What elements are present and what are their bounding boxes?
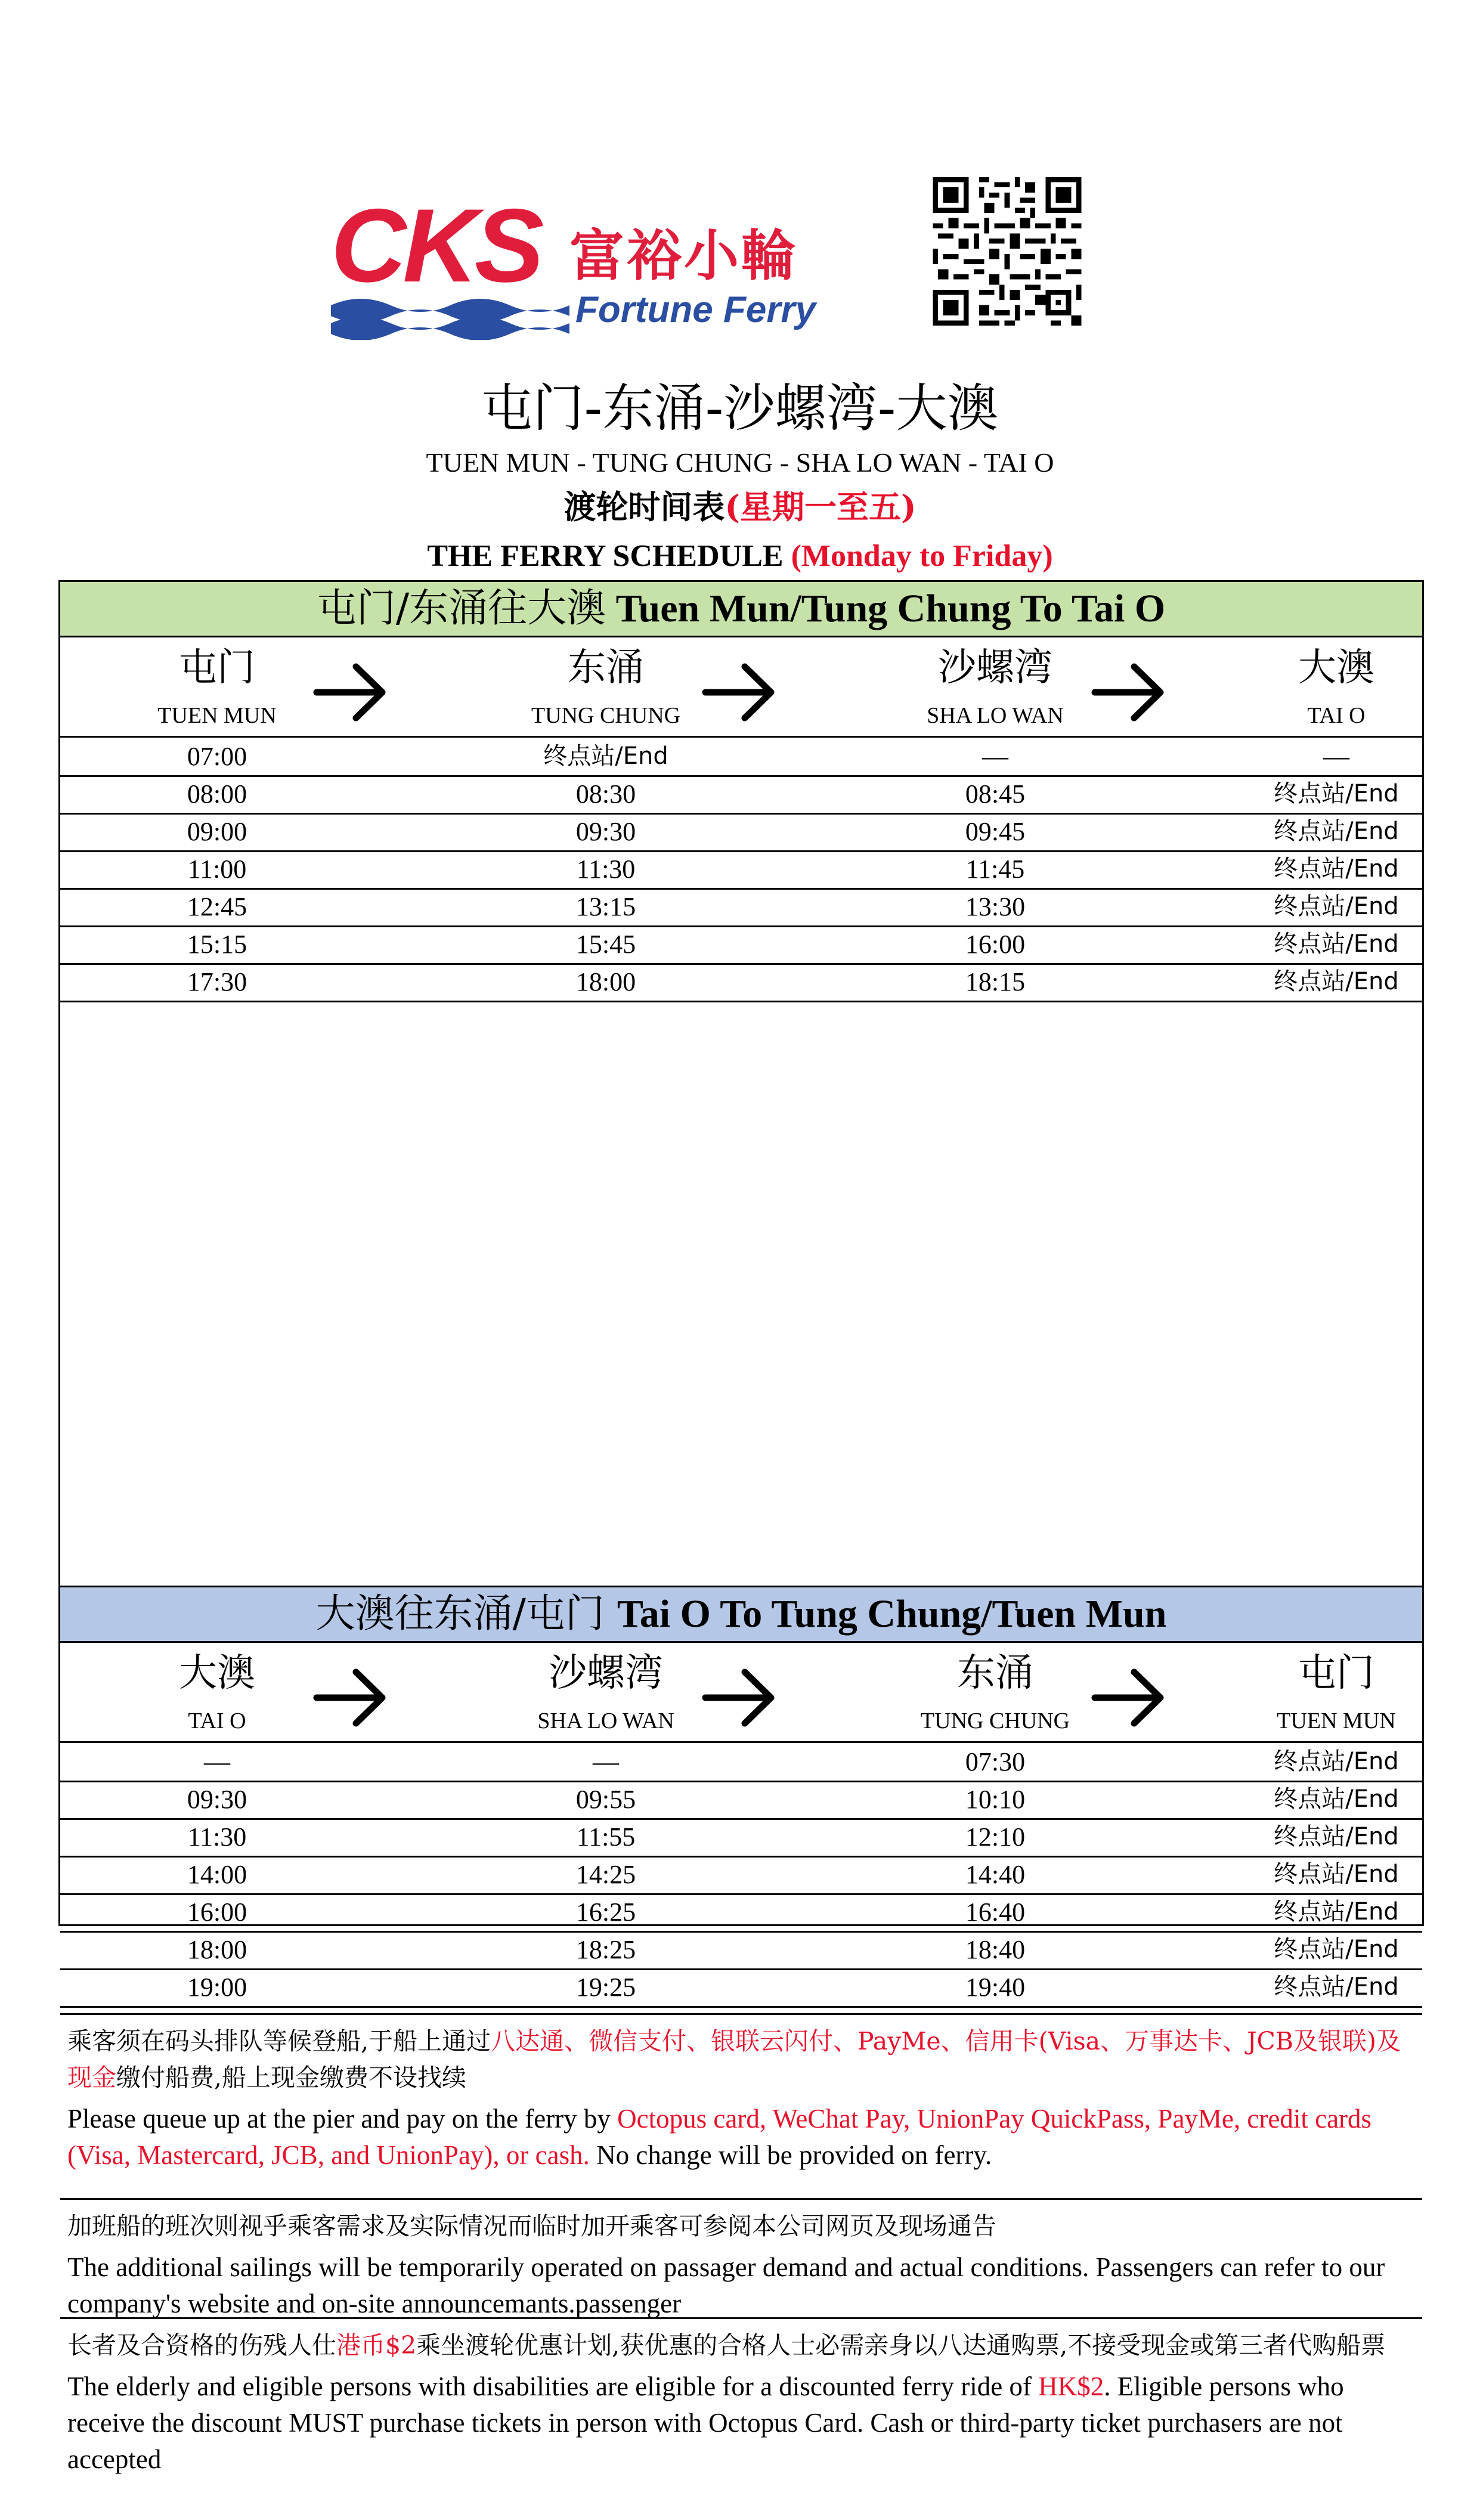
table-cell: 17:30: [187, 967, 247, 996]
table-row: [60, 1856, 1422, 1895]
route-title-en: TUEN MUN - TUNG CHUNG - SHA LO WAN - TAI O: [426, 447, 1054, 478]
table-cell: 19:40: [965, 1973, 1026, 2002]
table-cell: 18:40: [965, 1935, 1026, 1964]
logo-english-name: Fortune Ferry: [575, 289, 816, 330]
table-cell: 19:25: [575, 1973, 636, 2002]
inbound-heading-cn: 大澳往东涌/屯门: [315, 1590, 617, 1636]
outbound-station: [92, 636, 342, 730]
route-title-cn: 屯门-东涌-沙螺湾-大澳: [481, 379, 999, 438]
table-cell: 终点站/End: [1274, 1936, 1399, 1963]
arrow-right-icon: [309, 1665, 393, 1730]
table-row: [60, 1893, 1422, 1933]
station-name-en: TUEN MUN: [157, 703, 277, 728]
table-cell: 14:00: [187, 1860, 247, 1889]
logo-chinese-name: 富裕小輪: [569, 224, 799, 288]
table-cell: 终点站/End: [1274, 780, 1399, 807]
table-cell: 18:15: [965, 967, 1026, 996]
table-cell: —: [593, 1747, 619, 1776]
table-row: [60, 888, 1422, 927]
table-cell: 终点站/End: [1274, 1860, 1399, 1888]
table-cell: 终点站/End: [1274, 1898, 1399, 1925]
outbound-station: [1247, 636, 1426, 730]
elderly-note-cn: [67, 2327, 1415, 2364]
table-cell: —: [982, 742, 1008, 771]
outbound-stations: [60, 636, 1422, 738]
table-cell: 08:30: [575, 779, 636, 809]
additional-note-cn: 加班船的班次则视乎乘客需求及实际情况而临时加开乘客可参阅本公司网页及现场通告: [67, 2212, 996, 2240]
payment-note: [60, 2013, 1422, 2198]
table-cell: 终点站/End: [1274, 893, 1399, 920]
note-text: 长者及合资格的伤残人仕: [67, 2331, 336, 2360]
table-cell: 11:30: [187, 1822, 247, 1852]
station-name-en: TUNG CHUNG: [531, 703, 681, 728]
payment-note-en: [67, 2101, 1415, 2174]
table-cell: —: [1323, 742, 1349, 771]
station-name-en: TAI O: [1307, 703, 1366, 728]
table-cell: 14:25: [575, 1860, 636, 1889]
table-cell: 16:00: [187, 1897, 247, 1927]
schedule-label-cn: 渡轮时间表: [563, 488, 725, 526]
table-cell: 08:00: [187, 779, 247, 809]
table-cell: 终点站/End: [1274, 1973, 1399, 2001]
station-name-cn: 屯门: [1298, 1651, 1374, 1695]
payment-note-cn: [67, 2023, 1415, 2096]
note-highlight: Octopus card, WeChat Pay, UnionPay QuickPass, PayMe, credit cards (Visa, Mastercard, JCB, and UnionPay), or cash.: [67, 2104, 1372, 2170]
station-name-cn: 大澳: [1298, 646, 1374, 690]
note-highlight: 八达通、微信支付、银联云闪付、PayMe、信用卡(Visa、万事达卡、JCB及银联)及现金: [67, 2027, 1401, 2092]
inbound-station: [1247, 1641, 1426, 1735]
table-cell: 09:55: [575, 1785, 636, 1814]
note-text: 缴付船费,船上现金缴费不设找续: [116, 2063, 467, 2092]
table-cell: 11:45: [965, 855, 1025, 884]
table-cell: 18:25: [575, 1935, 636, 1964]
table-row: [60, 1968, 1422, 2008]
table-row: [60, 775, 1422, 815]
schedule-days-cn: (星期一至五): [724, 488, 917, 526]
schedule-title-cn: [0, 486, 1480, 528]
table-cell: 终点站/End: [1274, 1785, 1399, 1813]
inbound-heading: [60, 1586, 1422, 1643]
table-row: [60, 738, 1422, 777]
table-cell: 终点站/End: [1274, 968, 1399, 995]
logo-wave-icon: [331, 292, 569, 340]
table-cell: 09:30: [187, 1785, 247, 1814]
table-row: [60, 813, 1422, 852]
table-cell: 终点站/End: [1274, 855, 1399, 883]
table-row: [60, 850, 1422, 890]
station-name-cn: 东涌: [957, 1651, 1033, 1695]
table-cell: 10:10: [965, 1785, 1026, 1814]
note-text: The elderly and eligible persons with disabilities are eligible for a discounted ferry ride of: [67, 2372, 1039, 2401]
outbound-heading: [60, 582, 1422, 637]
station-name-en: SHA LO WAN: [537, 1708, 674, 1733]
note-highlight: HK$2: [1038, 2372, 1104, 2401]
station-name-en: TAI O: [188, 1708, 246, 1733]
inbound-station: [870, 1641, 1120, 1735]
table-cell: 终点站/End: [1274, 818, 1399, 845]
note-text: 乘客须在码头排队等候登船,于船上通过: [67, 2027, 491, 2055]
station-name-en: SHA LO WAN: [927, 703, 1064, 728]
note-text: . Eligible persons who receive the discount MUST purchase tickets in person with Octopus Card. Cash or third-party ticket purchasers are not accepted: [67, 2372, 1344, 2474]
schedule-days-en: (Monday to Friday): [791, 539, 1053, 573]
station-name-cn: 屯门: [179, 646, 255, 690]
table-cell: 18:00: [187, 1935, 247, 1964]
inbound-station: [92, 1641, 342, 1735]
inbound-stations: [60, 1641, 1422, 1743]
elderly-discount-note: [60, 2317, 1422, 2520]
table-cell: 15:15: [187, 930, 247, 959]
outbound-heading-cn: 屯门/东涌往大澳: [317, 585, 606, 631]
table-cell: 12:10: [965, 1822, 1026, 1852]
table-cell: 14:40: [965, 1860, 1026, 1889]
table-row: [60, 1818, 1422, 1858]
table-cell: 19:00: [187, 1973, 247, 2002]
table-cell: 12:45: [187, 892, 247, 921]
table-cell: 终点站/End: [1274, 930, 1399, 958]
table-cell: 09:00: [187, 817, 247, 846]
table-cell: 08:45: [965, 779, 1026, 809]
table-cell: 16:25: [575, 1897, 636, 1927]
station-name-cn: 沙螺湾: [938, 646, 1052, 690]
station-name-en: TUNG CHUNG: [920, 1708, 1070, 1733]
table-cell: 09:45: [965, 817, 1026, 846]
table-cell: 终点站/End: [1274, 1748, 1399, 1775]
outbound-heading-en: Tuen Mun/Tung Chung To Tai O: [606, 587, 1166, 630]
station-name-cn: 沙螺湾: [549, 1651, 663, 1695]
table-cell: 18:00: [575, 967, 636, 996]
arrow-right-icon: [698, 1665, 782, 1730]
station-name-cn: 大澳: [179, 1651, 255, 1695]
schedule-label-en: THE FERRY SCHEDULE: [427, 539, 791, 573]
note-text: No change will be provided on ferry.: [589, 2140, 992, 2170]
table-cell: 终点站/End: [1274, 1823, 1399, 1850]
elderly-note-en: [67, 2369, 1415, 2478]
additional-sailings-note: [60, 2198, 1422, 2317]
inbound-heading-en: Tai O To Tung Chung/Tuen Mun: [617, 1592, 1167, 1636]
outbound-station: [870, 636, 1120, 730]
outbound-station: [481, 636, 731, 730]
schedule-title-en: [0, 537, 1480, 576]
station-name-en: TUEN MUN: [1277, 1708, 1396, 1733]
table-cell: 终点站/End: [543, 742, 668, 770]
table-cell: —: [204, 1747, 230, 1776]
note-text: Please queue up at the pier and pay on the ferry by: [67, 2104, 618, 2134]
note-highlight: 港币$2: [336, 2331, 417, 2360]
schedule-table: [58, 580, 1424, 2474]
table-row: [60, 925, 1422, 965]
table-cell: 11:30: [576, 855, 636, 884]
note-text: 乘坐渡轮优惠计划,获优惠的合格人士必需亲身以八达通购票,不接受现金或第三者代购船票: [416, 2331, 1386, 2360]
table-cell: 16:00: [965, 930, 1026, 959]
table-cell: 11:55: [576, 1822, 636, 1852]
table-cell: 07:00: [187, 742, 247, 771]
arrow-right-icon: [309, 660, 393, 725]
logo-cks-text: CKS: [331, 188, 541, 304]
arrow-right-icon: [1088, 1665, 1171, 1730]
table-cell: 07:30: [965, 1747, 1026, 1776]
table-row: [60, 1743, 1422, 1782]
table-cell: 13:30: [965, 892, 1026, 921]
table-cell: 13:15: [575, 892, 636, 921]
arrow-right-icon: [1088, 660, 1171, 725]
arrow-right-icon: [698, 660, 782, 725]
table-cell: 16:40: [965, 1897, 1026, 1927]
qr-code-icon: [923, 177, 1091, 326]
inbound-station: [481, 1641, 731, 1735]
table-row: [60, 1781, 1422, 1820]
additional-note-en: The additional sailings will be temporarily operated on passager demand and actual conditions. Passengers can refer to our company's website and on-site announcemants.passenger: [67, 2252, 1385, 2318]
company-logo: [331, 188, 880, 340]
table-row: [60, 1931, 1422, 1970]
table-cell: 11:00: [187, 855, 247, 884]
table-cell: 15:45: [575, 930, 636, 959]
table-row: [60, 963, 1422, 1002]
table-cell: 09:30: [575, 817, 636, 846]
station-name-cn: 东涌: [568, 646, 644, 690]
